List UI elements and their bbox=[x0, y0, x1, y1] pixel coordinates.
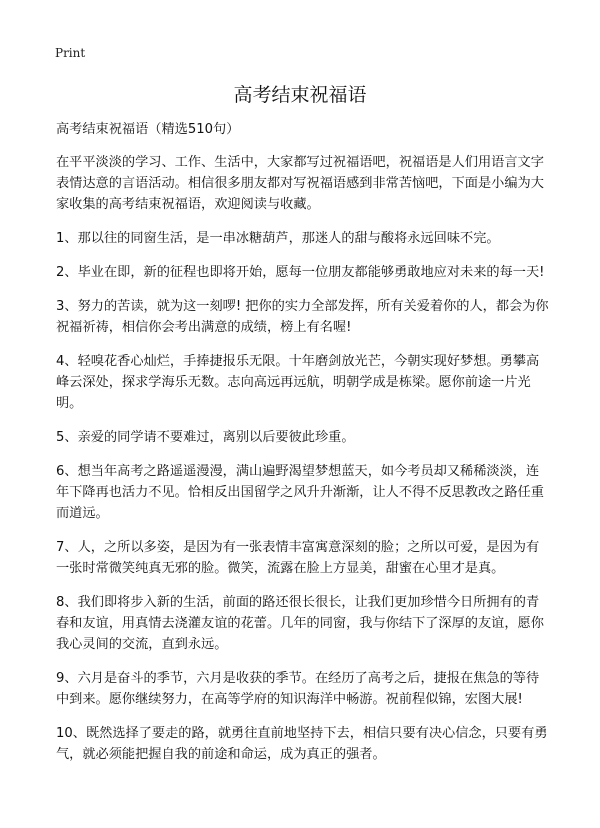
page-title: 高考结束祝福语 bbox=[233, 84, 367, 106]
blessing-item-9: 9、六月是奋斗的季节，六月是收获的季节。在经历了高考之后，捷报在焦急的等待中到来。愿你继续努力，在高等学府的知识海洋中畅游。祝前程似锦，宏图大展! bbox=[56, 671, 540, 707]
blessing-item-5: 5、亲爱的同学请不要难过，离别以后要彼此珍重。 bbox=[56, 430, 355, 445]
article-subtitle: 高考结束祝福语（精选510句） bbox=[56, 122, 240, 137]
blessing-item-8: 8、我们即将步入新的生活，前面的路还很长很长，让我们更加珍惜今日所拥有的青春和友谊，用真情去浇灌友谊的花蕾。几年的同窗，我与你结下了深厚的友谊，愿你我心灵间的交流，直到永远。 bbox=[56, 595, 544, 652]
blessing-item-1: 1、那以往的同窗生活，是一串冰糖葫芦，那迷人的甜与酸将永远回味不完。 bbox=[56, 231, 500, 246]
blessing-item-4: 4、轻嗅花香心灿烂，手捧捷报乐无限。十年磨剑放光芒，今朝实现好梦想。勇攀高峰云深处，探求学海乐无数。志向高远再远航，明朝学成是栋梁。愿你前途一片光明。 bbox=[56, 354, 540, 411]
blessing-item-10: 10、既然选择了要走的路，就勇往直前地坚持下去，相信只要有决心信念，只要有勇气，就必须能把握自我的前途和命运，成为真正的强者。 bbox=[56, 726, 548, 762]
blessing-item-7: 7、人，之所以多姿，是因为有一张表情丰富寓意深刻的脸；之所以可爱，是因为有一张时常微笑纯真无邪的脸。微笑，流露在脸上方显美，甜蜜在心里才是真。 bbox=[56, 540, 540, 576]
blessing-item-3: 3、努力的苦读，就为这一刻啰! 把你的实力全部发挥，所有关爱着你的人，都会为你祝福祈祷，相信你会考出满意的成绩，榜上有名喔! bbox=[56, 299, 549, 335]
blessing-item-2: 2、毕业在即，新的征程也即将开始，愿每一位朋友都能够勇敢地应对未来的每一天! bbox=[56, 265, 545, 280]
print-link[interactable]: Print bbox=[55, 46, 86, 60]
intro-paragraph: 在平平淡淡的学习、工作、生活中，大家都写过祝福语吧，祝福语是人们用语言文字表情达意的言语活动。相信很多朋友都对写祝福语感到非常苦恼吧，下面是小编为大家收集的高考结束祝福语，欢迎阅读与收藏。 bbox=[56, 155, 544, 212]
article-body bbox=[56, 119, 552, 778]
blessing-item-6: 6、想当年高考之路遥遥漫漫，满山遍野渴望梦想蓝天，如今考员却又稀稀淡淡，连年下降再也活力不见。恰相反出国留学之风升升渐渐，让人不得不反思教改之路任重而道远。 bbox=[56, 464, 544, 521]
